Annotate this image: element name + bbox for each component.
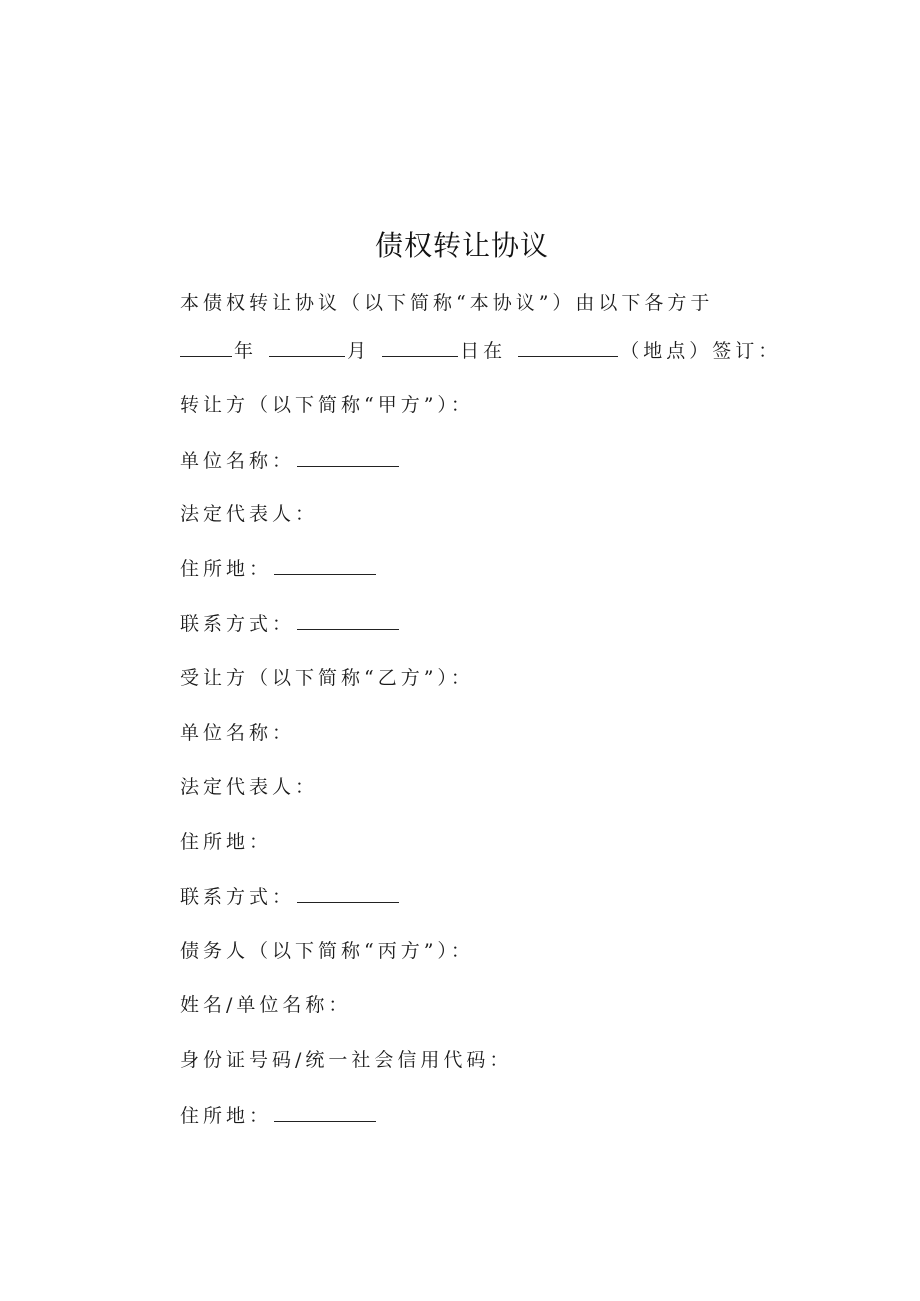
party-b-contact-blank[interactable] [297,881,399,903]
document-title: 债权转让协议 [374,229,549,262]
place-blank[interactable] [518,335,618,357]
party-b-address-label: 住所地： [180,831,273,853]
year-label: 年 [234,340,258,362]
party-a-address-blank[interactable] [274,553,376,575]
party-b-contact-label: 联系方式： [180,886,296,908]
party-b-legal-rep-label: 法定代表人： [180,776,319,798]
party-a-company-name-blank[interactable] [297,445,399,467]
signing-date-place-line [180,335,781,366]
party-a-company-name-label: 单位名称： [180,450,296,472]
party-a-contact-blank[interactable] [297,608,399,630]
party-c-heading: 债务人（以下简称“丙方”）： [180,940,474,962]
party-b-heading: 受让方（以下简称“乙方”）： [180,667,474,689]
party-c-id-label: 身份证号码/统一社会信用代码： [180,1049,513,1071]
party-b-company-name-label: 单位名称： [180,722,296,744]
place-label: （地点）签订： [620,340,782,362]
day-blank[interactable] [382,335,458,357]
party-c-address-blank[interactable] [274,1100,376,1122]
party-a-company-name-line [180,445,401,476]
party-a-contact-label: 联系方式： [180,613,296,635]
party-a-legal-rep-label: 法定代表人： [180,503,319,525]
party-c-address-label: 住所地： [180,1105,273,1127]
month-label: 月 [347,340,371,362]
party-a-contact-line [180,608,401,639]
party-a-heading: 转让方（以下简称“甲方”）： [180,394,474,416]
month-blank[interactable] [269,335,345,357]
party-c-address-line [180,1100,378,1131]
intro-line: 本债权转让协议（以下简称“本协议”）由以下各方于 [180,292,714,314]
party-c-name-label: 姓名/单位名称： [180,994,352,1016]
day-place-label: 日在 [460,340,507,362]
party-a-address-label: 住所地： [180,558,273,580]
party-b-contact-line [180,881,401,912]
year-blank[interactable] [180,335,232,357]
party-a-address-line [180,553,378,584]
